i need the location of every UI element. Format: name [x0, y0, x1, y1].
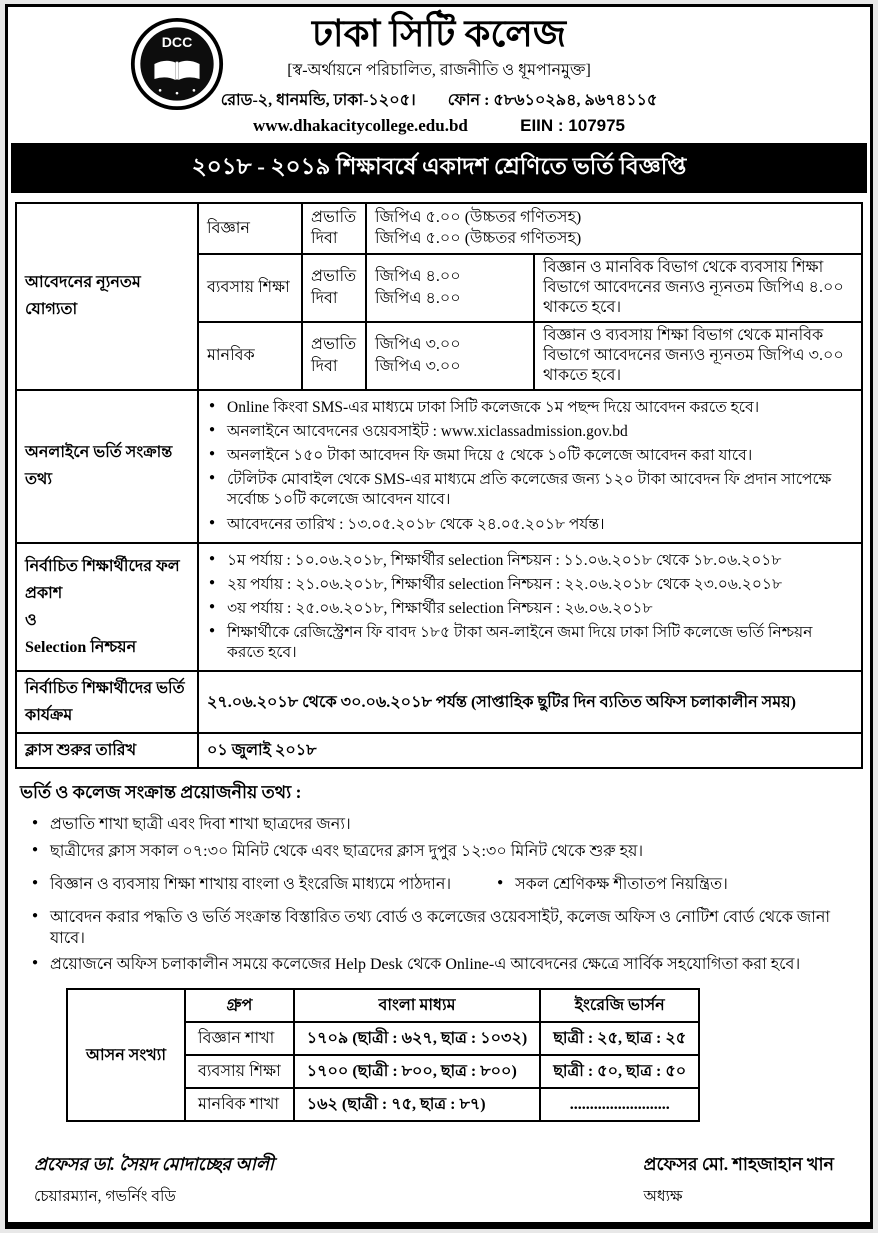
open-book-icon [154, 61, 199, 80]
gpa-line: জিপিএ ৪.০০ [375, 268, 461, 286]
signature-right [643, 1152, 834, 1210]
seat-english-count: ছাত্রী : ২৫, ছাত্র : ২৫ [540, 1022, 699, 1055]
seats-header-row [67, 989, 699, 1022]
info-bullet: ● সকল শ্রেণিকক্ষ শীতাতপ নিয়ন্ত্রিত। [495, 875, 728, 896]
online-bullet: ● আবেদনের তারিখ : ১৩.০৫.২০১৮ থেকে ২৪.০৫.২০১৮ পর্যন্ত। [207, 515, 853, 535]
info-bullet: ● ছাত্রীদের ক্লাস সকাল ০৭:৩০ মিনিট থেকে এবং ছাত্রদের ক্লাস দুপুর ১২:৩০ মিনিট থেকে শুরু হয়। [30, 842, 860, 863]
gpa-cell [366, 322, 534, 390]
note-cell: বিজ্ঞান ও মানবিক বিভাগ থেকে ব্যবসায় শিক্ষা বিভাগে আবেদনের জন্যও ন্যূনতম জিপিএ ৪.০০ থাকতে হবে। [534, 254, 862, 322]
gpa-line: জিপিএ ৩.০০ [375, 357, 461, 375]
selection-row [16, 543, 862, 672]
online-bullet: ● Online কিংবা SMS-এর মাধ্যমে ঢাকা সিটি কলেজকে ১ম পছন্দ দিয়ে আবেদন করতে হবে। [207, 398, 853, 418]
logo-dot [176, 92, 179, 95]
gpa-line: জিপিএ ৩.০০ [375, 336, 461, 354]
page-title: ঢাকা সিটি কলেজ [312, 14, 566, 55]
shift-morning: প্রভাতি [311, 336, 357, 354]
info-bullet: ● প্রভাতি শাখা ছাত্রী এবং দিবা শাখা ছাত্রদের জন্য। [30, 815, 860, 836]
seat-bangla-count: ১৬২ (ছাত্রী : ৭৫, ছাত্র : ৮৭) [294, 1088, 540, 1121]
shift-cell [302, 203, 366, 254]
admission-period-value: ২৭.০৬.২০১৮ থেকে ৩০.০৬.২০১৮ পর্যন্ত (সাপ্তাহিক ছুটির দিন ব্যতিত অফিস চলাকালীন সময়) [198, 671, 862, 733]
logo-dot [159, 89, 162, 92]
online-bullet: ● অনলাইনে ১৫০ টাকা আবেদন ফি জমা দিয়ে ৫ থেকে ১০টি কলেজে আবেদন করা যাবে। [207, 446, 853, 466]
seat-english-count: ......................... [540, 1088, 699, 1121]
gpa-line: জিপিএ ৫.০০ (উচ্চতর গণিতসহ) [375, 208, 582, 226]
selection-label-line: Selection নিশ্চয়ন [25, 639, 137, 657]
seats-header-english: ইংরেজি ভার্সন [540, 989, 699, 1022]
shift-day: দিবা [311, 289, 338, 307]
admission-banner: ২০১৮ - ২০১৯ শিক্ষাবর্ষে একাদশ শ্রেণিতে ভর্তি বিজ্ঞপ্তি [11, 143, 867, 193]
info-bullet: ● প্রয়োজনে অফিস চলাকালীন সময়ে কলেজের Help Desk থেকে Online-এ আবেদনের ক্ষেত্রে সার্বিক সহযোগিতা করা হবে। [30, 955, 860, 976]
info-bullet-pair [20, 869, 860, 902]
gpa-cell [366, 254, 534, 322]
eiin-number: EIIN : 107975 [520, 115, 626, 135]
admission-notice-page [5, 4, 873, 1229]
admission-info-table [15, 202, 863, 770]
online-info-content [198, 390, 862, 543]
admission-period-row [16, 671, 862, 733]
info-bullet: ● আবেদন করার পদ্ধতি ও ভর্তি সংক্রান্ত বিস্তারিত তথ্য বোর্ড ও কলেজের ওয়েবসাইট, কলেজ অফিস ও নোটিশ বোর্ড থেকে জানা যাবে। [30, 908, 860, 950]
selection-bullet: ● ৩য় পর্যায় : ২৫.০৬.২০১৮, শিক্ষার্থীর selection নিশ্চয়ন : ২৬.০৬.২০১৮ [207, 599, 853, 619]
group-name: বিজ্ঞান [198, 203, 302, 254]
seat-group: ব্যবসায় শিক্ষা [185, 1055, 294, 1088]
selection-label-line: নির্বাচিত শিক্ষার্থীদের ফল প্রকাশ [25, 558, 180, 603]
shift-day: দিবা [311, 357, 338, 375]
online-info-label: অনলাইনে ভর্তি সংক্রান্ত তথ্য [16, 390, 198, 543]
selection-content [198, 543, 862, 672]
signature-left-title: চেয়ারম্যান, গভর্নিং বডি [34, 1188, 176, 1206]
seats-label: আসন সংখ্যা [67, 989, 185, 1121]
seats-header-group: গ্রুপ [185, 989, 294, 1022]
logo-dot [193, 89, 196, 92]
info-section [20, 780, 860, 976]
college-address: রোড-২, ধানমন্ডি, ঢাকা-১২০৫। [220, 91, 416, 109]
seats-table [66, 988, 700, 1122]
note-cell: বিজ্ঞান ও ব্যবসায় শিক্ষা বিভাগ থেকে মানবিক বিভাগে আবেদনের জন্যও ন্যূনতম জিপিএ ৩.০০ থাকতে হবে। [534, 322, 862, 390]
selection-bullet: ● ১ম পর্যায় : ১০.০৬.২০১৮, শিক্ষার্থীর selection নিশ্চয়ন : ১১.০৬.২০১৮ থেকে ১৮.০৬.২০১৮ [207, 551, 853, 571]
gpa-line: জিপিএ ৫.০০ (উচ্চতর গণিতসহ) [375, 230, 582, 248]
online-info-row [16, 390, 862, 543]
shift-morning: প্রভাতি [311, 268, 357, 286]
signature-right-title: অধ্যক্ষ [643, 1188, 683, 1206]
selection-label-line: ও [25, 612, 37, 630]
qualification-row-science [16, 203, 862, 254]
info-bullet: ● বিজ্ঞান ও ব্যবসায় শিক্ষা শাখায় বাংলা ও ইংরেজি মাধ্যমে পাঠদান। [30, 875, 451, 896]
seat-bangla-count: ১৭০৯ (ছাত্রী : ৬২৭, ছাত্র : ১০৩২) [294, 1022, 540, 1055]
college-phone: ফোন : ৫৮৬১০২৯৪, ৯৬৭৪১১৫ [447, 91, 658, 109]
online-bullet-website: ● অনলাইনে আবেদনের ওয়েবসাইট : www.xiclassadmission.gov.bd [207, 422, 853, 442]
shift-morning: প্রভাতি [311, 208, 357, 226]
college-web-line [8, 116, 870, 136]
online-bullet: ● টেলিটক মোবাইল থেকে SMS-এর মাধ্যমে প্রতি কলেজের জন্য ১২০ টাকা আবেদন ফি প্রদান সাপেক্ষে সর্বোচ্চ ১০টি কলেজে আবেদন যাবে। [207, 470, 853, 510]
gpa-cell [366, 203, 862, 254]
signature-right-name: প্রফেসর মো. শাহজাহান খান [643, 1154, 834, 1175]
shift-cell [302, 254, 366, 322]
selection-bullet: ● ২য় পর্যায় : ২১.০৬.২০১৮, শিক্ষার্থীর selection নিশ্চয়ন : ২২.০৬.২০১৮ থেকে ২৩.০৬.২০১৮ [207, 575, 853, 595]
info-section-title: ভর্তি ও কলেজ সংক্রান্ত প্রয়োজনীয় তথ্য : [20, 782, 302, 803]
group-name: ব্যবসায় শিক্ষা [198, 254, 302, 322]
college-subtitle: [স্ব-অর্থায়নে পরিচালিত, রাজনীতি ও ধূমপানমুক্ত] [287, 61, 591, 79]
qualification-label: আবেদনের ন্যূনতম যোগ্যতা [16, 203, 198, 390]
seats-header-bangla: বাংলা মাধ্যম [294, 989, 540, 1022]
admission-period-label: নির্বাচিত শিক্ষার্থীদের ভর্তি কার্যক্রম [16, 671, 198, 733]
signature-block [8, 1122, 870, 1222]
gpa-line: জিপিএ ৪.০০ [375, 289, 461, 307]
selection-label [16, 543, 198, 672]
seat-group: মানবিক শাখা [185, 1088, 294, 1121]
class-start-value: ০১ জুলাই ২০১৮ [198, 733, 862, 768]
seat-bangla-count: ১৭০০ (ছাত্রী : ৮০০, ছাত্র : ৮০০) [294, 1055, 540, 1088]
college-logo [130, 17, 224, 111]
logo-dcc-text: DCC [161, 34, 193, 51]
college-website: www.dhakacitycollege.edu.bd [252, 115, 468, 135]
group-name: মানবিক [198, 322, 302, 390]
signature-left-name: প্রফেসর ডা. সৈয়দ মোদাচ্ছের আলী [34, 1154, 274, 1175]
college-header [8, 7, 870, 136]
shift-cell [302, 322, 366, 390]
class-start-row [16, 733, 862, 768]
selection-bullet: ● শিক্ষার্থীকে রেজিস্ট্রেশন ফি বাবদ ১৮৫ টাকা অন-লাইনে জমা দিয়ে ঢাকা সিটি কলেজে ভর্তি নিশ্চয়ন করতে হবে। [207, 623, 853, 663]
seat-english-count: ছাত্রী : ৫০, ছাত্র : ৫০ [540, 1055, 699, 1088]
signature-left [34, 1152, 274, 1210]
shift-day: দিবা [311, 230, 338, 248]
class-start-label: ক্লাস শুরুর তারিখ [16, 733, 198, 768]
seat-group: বিজ্ঞান শাখা [185, 1022, 294, 1055]
